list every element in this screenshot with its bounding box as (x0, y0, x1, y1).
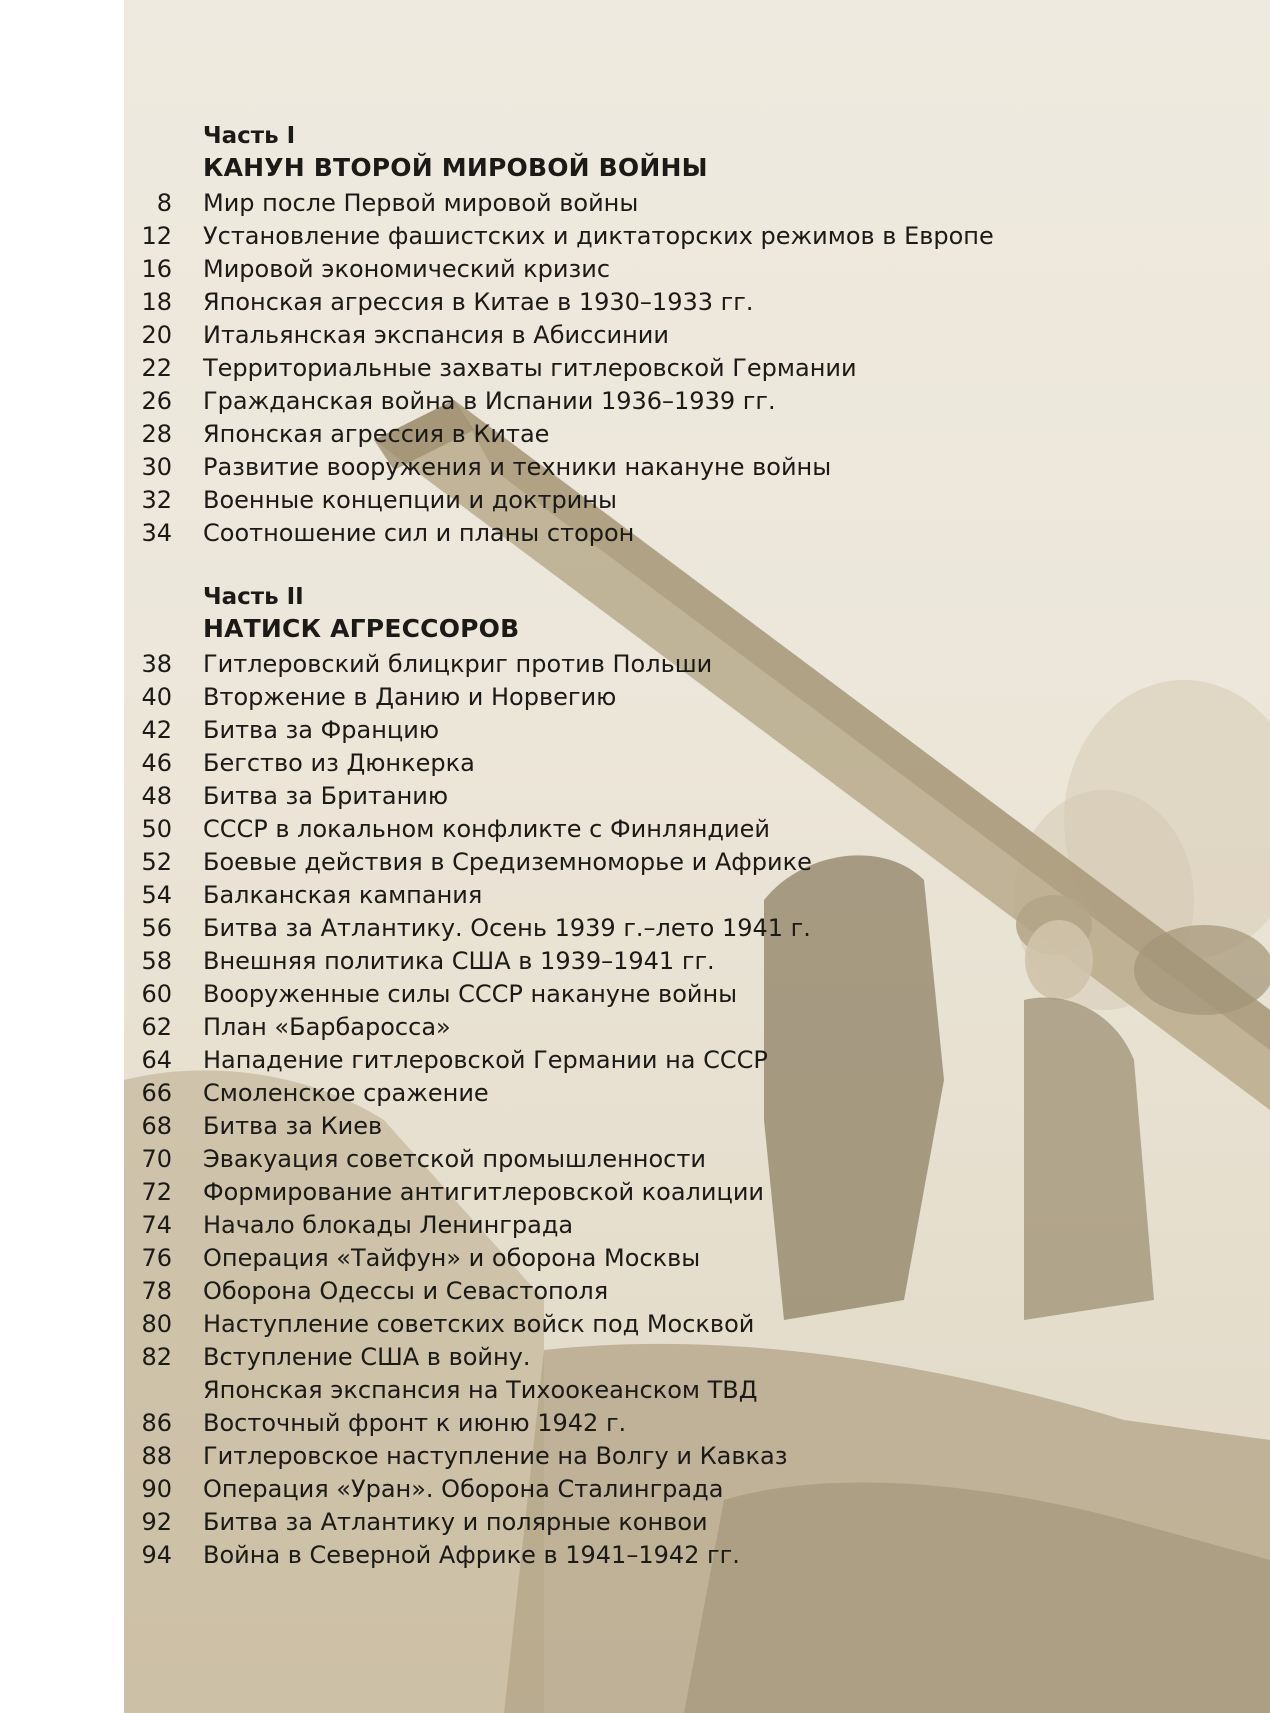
toc-entry[interactable] (0, 1044, 1270, 1077)
page-number: 16 (141, 255, 172, 283)
toc-entry[interactable] (0, 1407, 1270, 1440)
part-label: Часть I (203, 123, 296, 149)
toc-entry[interactable] (0, 253, 1270, 286)
toc-entry[interactable] (0, 1275, 1270, 1308)
entry-title: Территориальные захваты гитлеровской Германии (203, 354, 857, 382)
toc-entry[interactable] (0, 780, 1270, 813)
toc-entry[interactable] (0, 945, 1270, 978)
entry-title: Гитлеровское наступление на Волгу и Кавказ (203, 1442, 788, 1470)
page-number: 46 (141, 749, 172, 777)
page-number: 90 (141, 1475, 172, 1503)
toc-entry-continuation[interactable] (0, 1374, 1270, 1407)
page-number: 86 (141, 1409, 172, 1437)
entry-title: План «Барбаросса» (203, 1013, 451, 1041)
entry-title: Эвакуация советской промышленности (203, 1145, 706, 1173)
toc-entry[interactable] (0, 451, 1270, 484)
entry-title: Военные концепции и доктрины (203, 486, 617, 514)
toc-entry[interactable] (0, 1506, 1270, 1539)
entry-title: Японская агрессия в Китае в 1930–1933 гг. (203, 288, 754, 316)
page-number: 58 (141, 947, 172, 975)
part-title: НАТИСК АГРЕССОРОВ (203, 614, 520, 643)
toc-entry[interactable] (0, 352, 1270, 385)
page-number: 80 (141, 1310, 172, 1338)
entry-title: Нападение гитлеровской Германии на СССР (203, 1046, 768, 1074)
page-number: 68 (141, 1112, 172, 1140)
entry-title: Вступление США в войну. (203, 1343, 531, 1371)
entry-title: СССР в локальном конфликте с Финляндией (203, 815, 770, 843)
entry-title: Установление фашистских и диктаторских режимов в Европе (203, 222, 994, 250)
page-number: 78 (141, 1277, 172, 1305)
entry-title: Японская экспансия на Тихоокеанском ТВД (203, 1376, 758, 1404)
toc-entry[interactable] (0, 714, 1270, 747)
entry-title: Битва за Атлантику и полярные конвои (203, 1508, 708, 1536)
entry-title: Битва за Францию (203, 716, 440, 744)
part-2-entries (0, 648, 1270, 1572)
entry-title: Мир после Первой мировой войны (203, 189, 639, 217)
toc-entry[interactable] (0, 879, 1270, 912)
entry-title: Оборона Одессы и Севастополя (203, 1277, 609, 1305)
page-number: 62 (141, 1013, 172, 1041)
page-number: 42 (141, 716, 172, 744)
toc-entry[interactable] (0, 517, 1270, 550)
entry-title: Гражданская война в Испании 1936–1939 гг. (203, 387, 776, 415)
entry-title: Гитлеровский блицкриг против Польши (203, 650, 713, 678)
entry-title: Восточный фронт к июню 1942 г. (203, 1409, 627, 1437)
toc-entry[interactable] (0, 1242, 1270, 1275)
page-number: 60 (141, 980, 172, 1008)
page-number: 72 (141, 1178, 172, 1206)
toc-entry[interactable] (0, 912, 1270, 945)
toc-entry[interactable] (0, 286, 1270, 319)
page-number: 66 (141, 1079, 172, 1107)
part-1-entries (0, 187, 1270, 550)
toc-entry[interactable] (0, 1011, 1270, 1044)
entry-title: Итальянская экспансия в Абиссинии (203, 321, 669, 349)
entry-title: Вторжение в Данию и Норвегию (203, 683, 617, 711)
toc-entry[interactable] (0, 1143, 1270, 1176)
toc-entry[interactable] (0, 385, 1270, 418)
toc-entry[interactable] (0, 846, 1270, 879)
page-number: 8 (156, 189, 172, 217)
page-number: 50 (141, 815, 172, 843)
page-number: 76 (141, 1244, 172, 1272)
page-number: 30 (141, 453, 172, 481)
page-number: 22 (141, 354, 172, 382)
page-number: 12 (141, 222, 172, 250)
entry-title: Битва за Киев (203, 1112, 383, 1140)
entry-title: Операция «Уран». Оборона Сталинграда (203, 1475, 724, 1503)
page-number: 18 (141, 288, 172, 316)
toc-entry[interactable] (0, 1539, 1270, 1572)
entry-title: Развитие вооружения и техники накануне войны (203, 453, 832, 481)
part-label: Часть II (203, 584, 304, 610)
toc-entry[interactable] (0, 1110, 1270, 1143)
page-number: 52 (141, 848, 172, 876)
entry-title: Операция «Тайфун» и оборона Москвы (203, 1244, 701, 1272)
entry-title: Бегство из Дюнкерка (203, 749, 475, 777)
entry-title: Смоленское сражение (203, 1079, 489, 1107)
entry-title: Формирование антигитлеровской коалиции (203, 1178, 765, 1206)
toc-entry[interactable] (0, 1077, 1270, 1110)
toc-entry[interactable] (0, 813, 1270, 846)
toc-entry[interactable] (0, 418, 1270, 451)
entry-title: Боевые действия в Средиземноморье и Африке (203, 848, 812, 876)
entry-title: Война в Северной Африке в 1941–1942 гг. (203, 1541, 740, 1569)
toc-entry[interactable] (0, 681, 1270, 714)
page-number: 94 (141, 1541, 172, 1569)
entry-title: Начало блокады Ленинграда (203, 1211, 574, 1239)
page-number: 40 (141, 683, 172, 711)
page-number: 48 (141, 782, 172, 810)
toc-entry[interactable] (0, 187, 1270, 220)
toc-entry[interactable] (0, 747, 1270, 780)
page-number: 32 (141, 486, 172, 514)
entry-title: Наступление советских войск под Москвой (203, 1310, 755, 1338)
page-number: 64 (141, 1046, 172, 1074)
part-title: КАНУН ВТОРОЙ МИРОВОЙ ВОЙНЫ (203, 153, 708, 182)
page-number: 38 (141, 650, 172, 678)
page-number: 54 (141, 881, 172, 909)
toc-entry[interactable] (0, 1341, 1270, 1374)
page-number: 82 (141, 1343, 172, 1371)
toc-entry[interactable] (0, 1308, 1270, 1341)
page-number: 92 (141, 1508, 172, 1536)
page-number: 28 (141, 420, 172, 448)
entry-title: Мировой экономический кризис (203, 255, 611, 283)
entry-title: Соотношение сил и планы сторон (203, 519, 635, 547)
page-number: 20 (141, 321, 172, 349)
page-number: 26 (141, 387, 172, 415)
toc-entry[interactable] (0, 1176, 1270, 1209)
toc-entry[interactable] (0, 1209, 1270, 1242)
toc-entry[interactable] (0, 484, 1270, 517)
entry-title: Балканская кампания (203, 881, 483, 909)
page-number: 70 (141, 1145, 172, 1173)
entry-title: Битва за Атлантику. Осень 1939 г.–лето 1941 г. (203, 914, 811, 942)
toc-entry[interactable] (0, 648, 1270, 681)
toc-entry[interactable] (0, 978, 1270, 1011)
page-number: 34 (141, 519, 172, 547)
entry-title: Внешняя политика США в 1939–1941 гг. (203, 947, 715, 975)
page-number: 74 (141, 1211, 172, 1239)
toc-entry[interactable] (0, 319, 1270, 352)
entry-title: Японская агрессия в Китае (203, 420, 550, 448)
toc-entry[interactable] (0, 1440, 1270, 1473)
toc-entry[interactable] (0, 220, 1270, 253)
page-number: 88 (141, 1442, 172, 1470)
page-number: 56 (141, 914, 172, 942)
toc-entry[interactable] (0, 1473, 1270, 1506)
entry-title: Вооруженные силы СССР накануне войны (203, 980, 738, 1008)
entry-title: Битва за Британию (203, 782, 449, 810)
